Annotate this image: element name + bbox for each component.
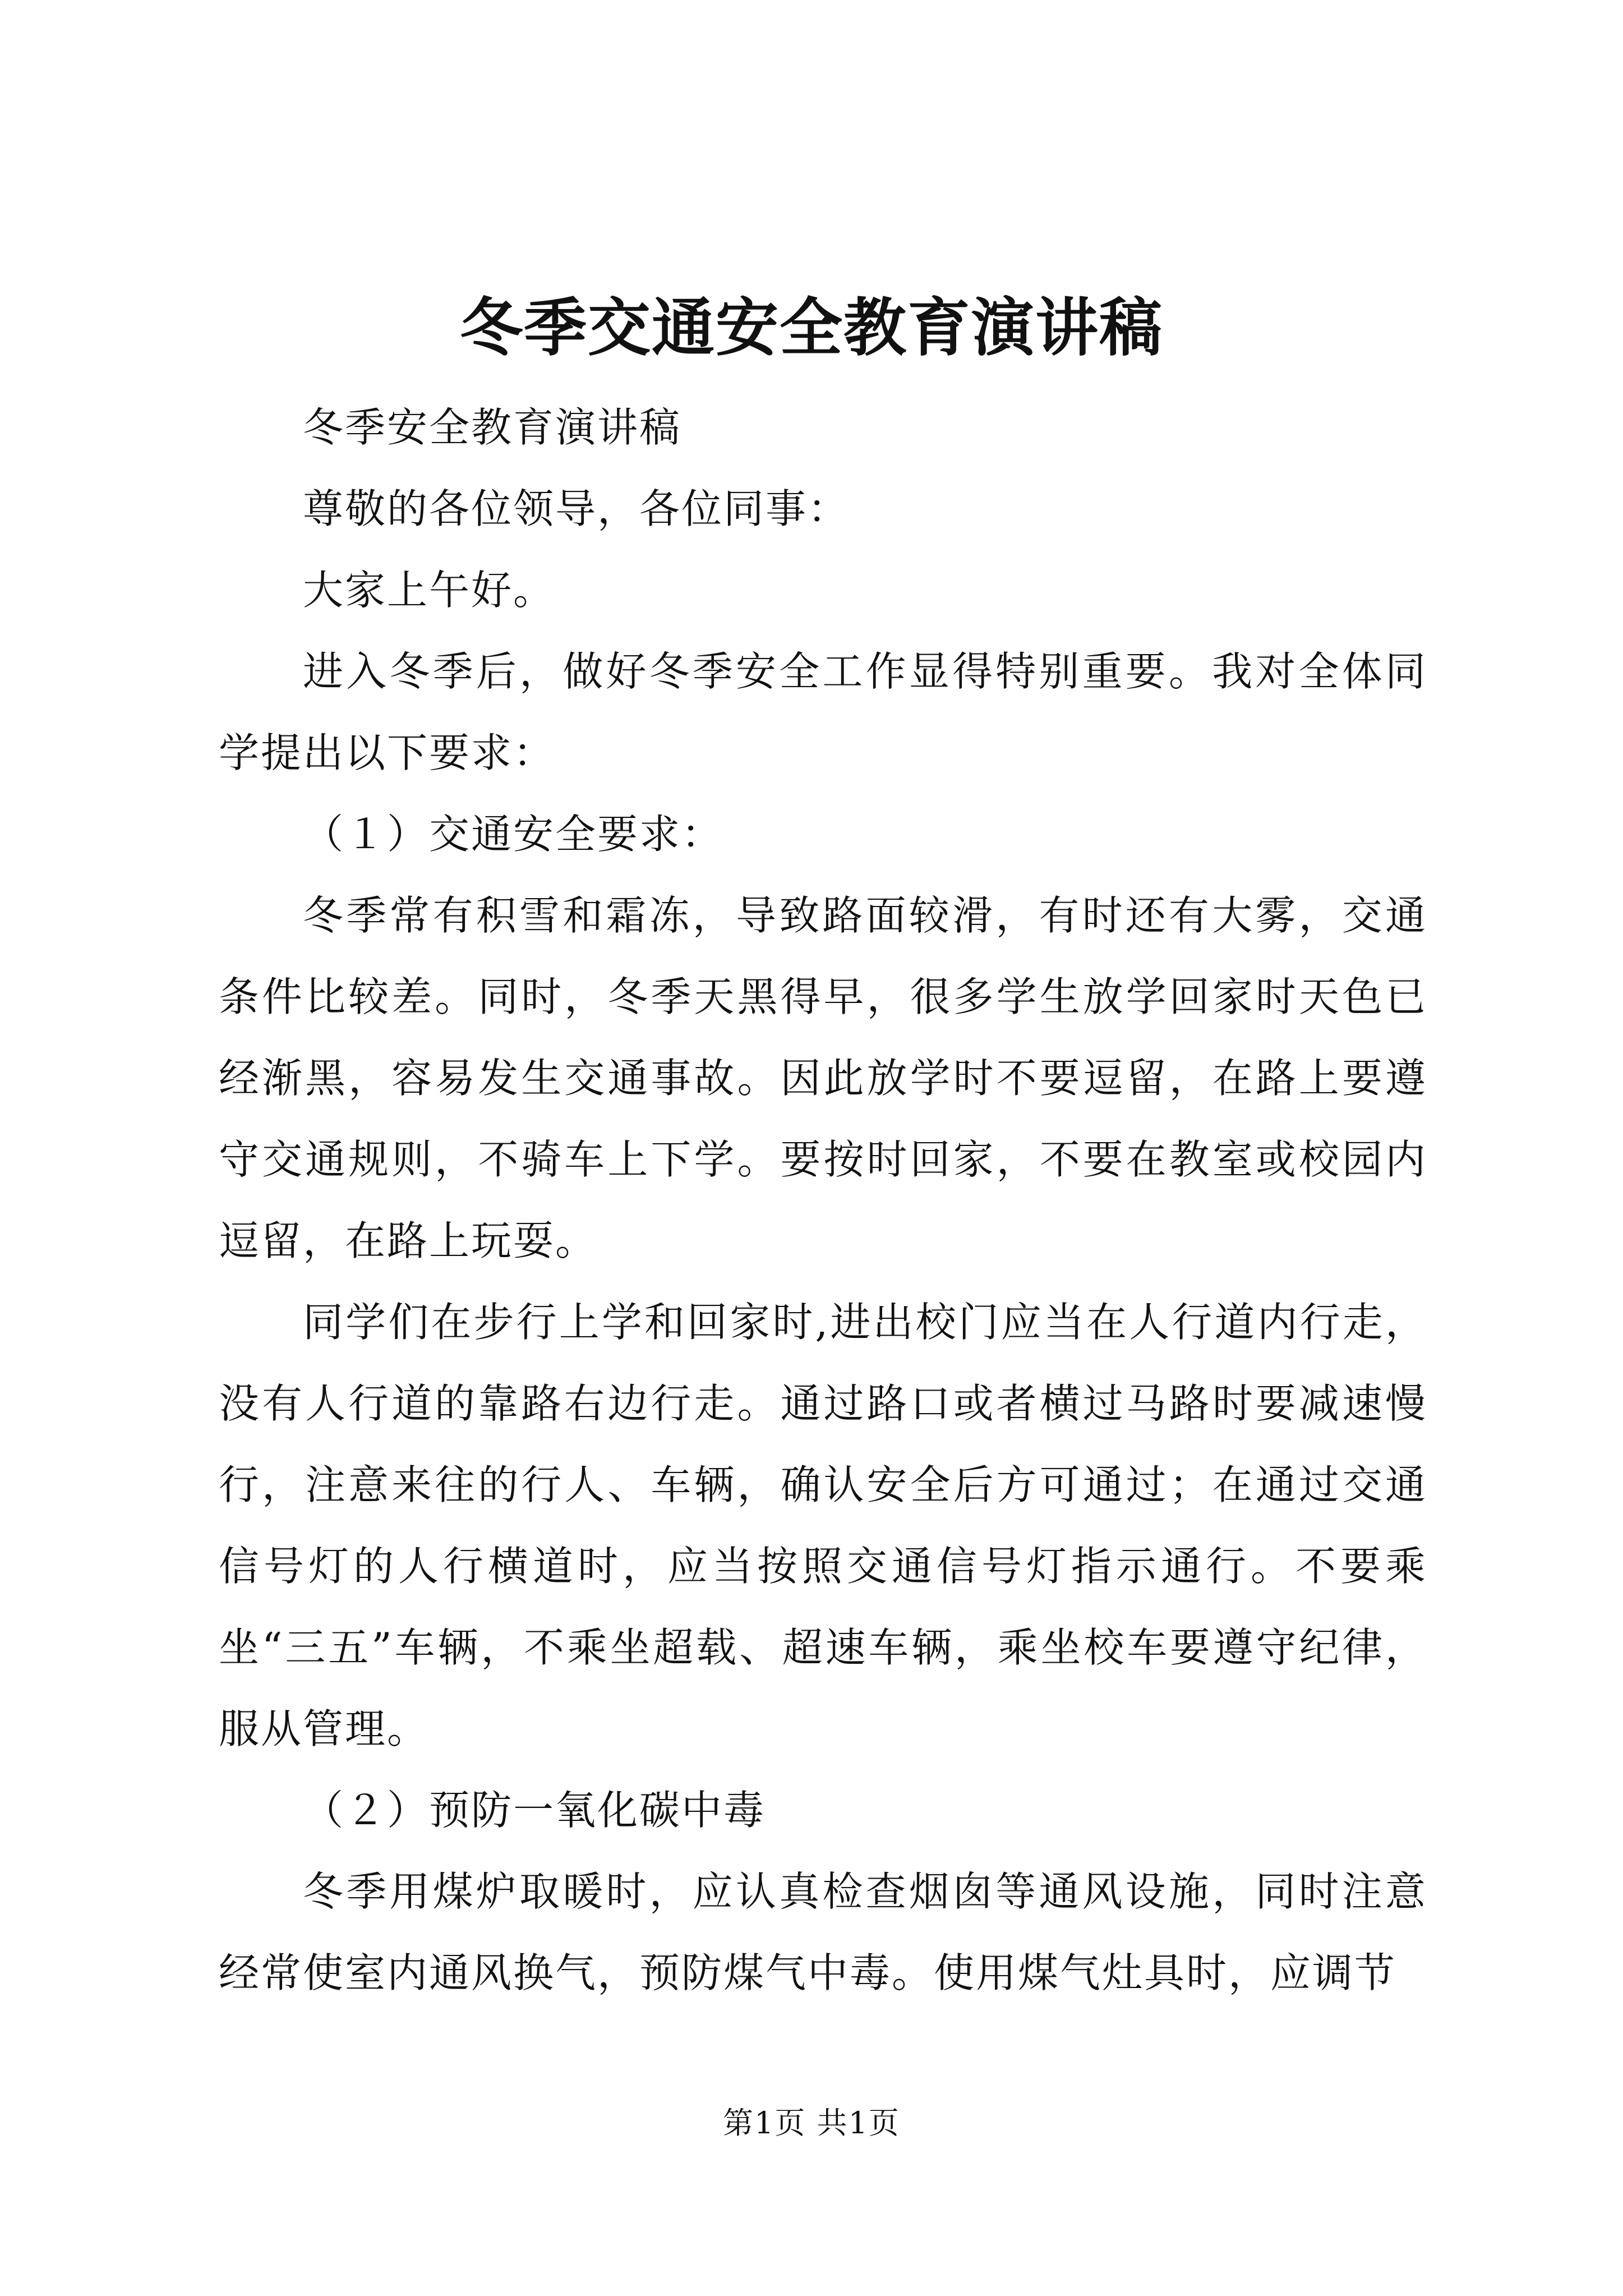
paragraph-greeting: 大家上午好。	[303, 567, 556, 614]
paragraph-salutation: 尊敬的各位领导，各位同事：	[303, 485, 850, 532]
paragraph-intro: 进入冬季后，做好冬季安全工作显得特别重要。我对全体同学提出以下要求：	[219, 648, 1427, 776]
document-body	[219, 387, 1427, 2014]
section-heading-co-poisoning: （２）预防一氧化碳中毒	[303, 1787, 766, 1834]
paragraph-walking-rules: 同学们在步行上学和回家时,进出校门应当在人行道内行走，没有人行道的靠路右边行走。通过路口或者横过马路时要减速慢行，注意来往的行人、车辆，确认安全后方可通过；在通过交通信号灯的人行横道时，应当按照交通信号灯指示通行。不要乘坐“三五”车辆，不乘坐超载、超速车辆，乘坐校车要遵守纪律，服从管理。	[219, 1299, 1427, 1752]
section-heading-traffic: （１）交通安全要求：	[303, 811, 724, 858]
paragraph-heating: 冬季用煤炉取暖时，应认真检查烟囱等通风设施，同时注意经常使室内通风换气，预防煤气中毒。使用煤气灶具时，应调节	[219, 1868, 1427, 1996]
document-title: 冬季交通安全教育演讲稿	[460, 291, 1163, 365]
paragraph-traffic-conditions: 冬季常有积雪和霜冻，导致路面较滑，有时还有大雾，交通条件比较差。同时，冬季天黑得早，很多学生放学回家时天色已经渐黑，容易发生交通事故。因此放学时不要逗留，在路上要遵守交通规则，不骑车上下学。要按时回家，不要在教室或校园内逗留，在路上玩耍。	[219, 892, 1427, 1264]
page-footer: 第1页 共1页	[723, 2105, 900, 2141]
paragraph-subtitle: 冬季安全教育演讲稿	[303, 404, 682, 451]
